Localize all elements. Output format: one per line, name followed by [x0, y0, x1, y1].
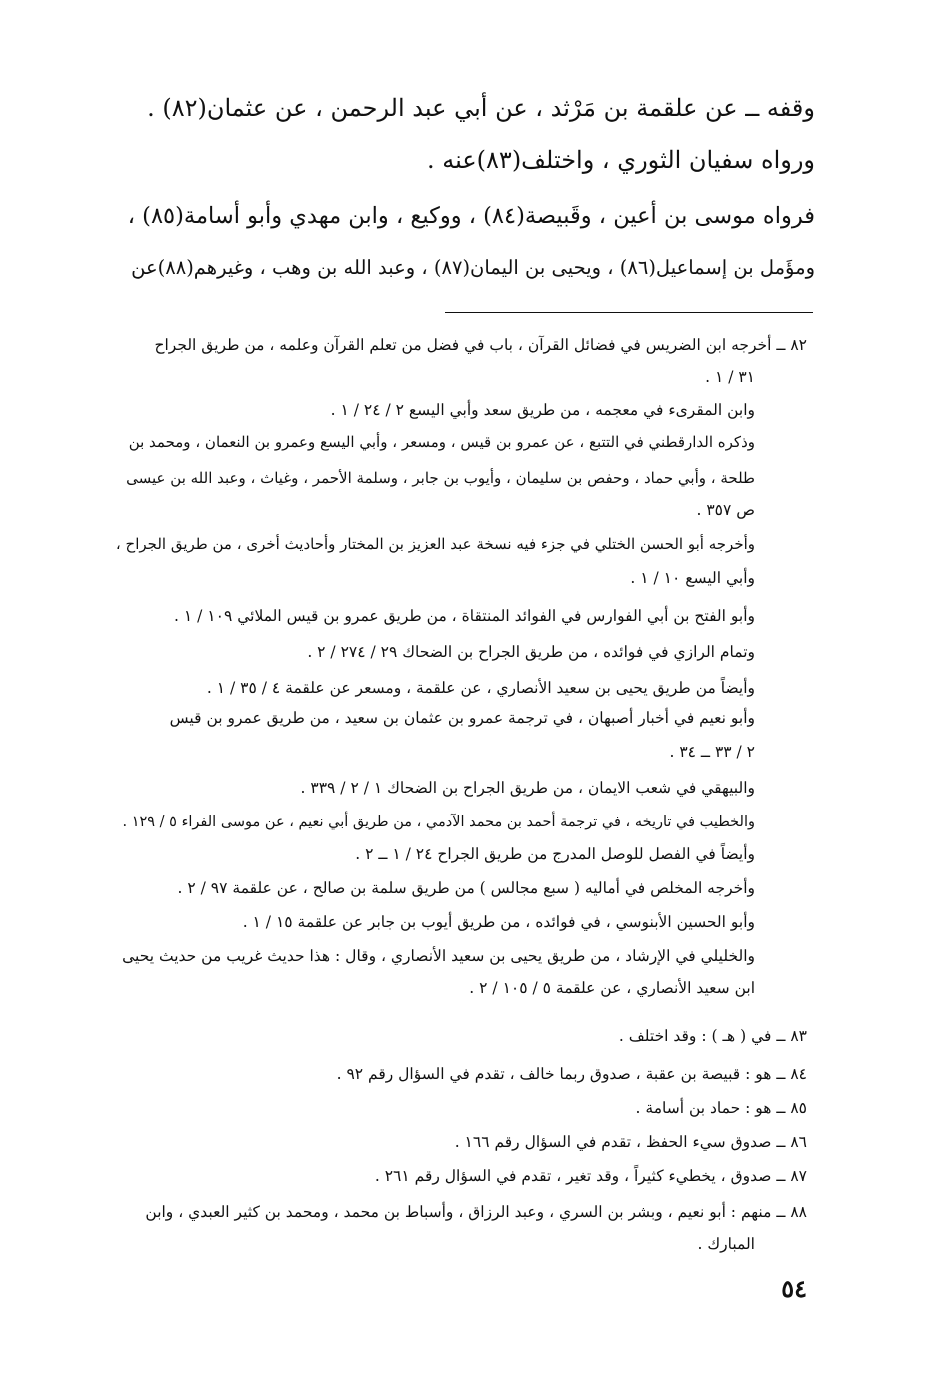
footnote-82-line-7: وأخرجه أبو الحسن الختلي في جزء فيه نسخة عبد العزيز بن المختار وأحاديث أخرى ، من طريق الجراح ، — [115, 535, 755, 553]
footnote-82-line-4: وذكره الدارقطني في التتبع ، عن عمرو بن قيس ، ومسعر ، وأبي اليسع وعمرو بن النعمان ، ومحمد بن — [128, 433, 755, 451]
footnote-85: ٨٥ ــ هو : حماد بن أسامة . — [635, 1099, 807, 1117]
footnote-88-line-2: المبارك . — [697, 1235, 755, 1253]
footnote-82-line-14: والبيهقي في شعب الايمان ، من طريق الجراح بن الضحاك ١ / ٢ / ٣٣٩ . — [300, 779, 755, 797]
footnote-82-line-6: ص ٣٥٧ . — [696, 501, 755, 519]
footnote-82-line-2: ٣١ / ١ . — [705, 368, 755, 386]
footnote-86: ٨٦ ــ صدوق سيء الحفظ ، تقدم في السؤال رقم ١٦٦ . — [454, 1133, 807, 1151]
main-text-line-3: فرواه موسى بن أعين ، وقَبيصة(٨٤) ، ووكيع ، وابن مهدي وأبو أسامة(٨٥) ، — [127, 203, 815, 229]
footnote-82-line-10: وتمام الرازي في فوائده ، من طريق الجراح بن الضحاك ٢٩ / ٢٧٤ / ٢ . — [307, 643, 755, 661]
footnote-82-line-12: وأبو نعيم في أخبار أصبهان ، في ترجمة عمرو بن عثمان بن سعيد ، من طريق عمرو بن قيس — [169, 709, 755, 727]
footnote-82-line-19: والخليلي في الإرشاد ، من طريق يحيى بن سعيد الأنصاري ، وقال : هذا حديث غريب من حديث يحيى — [122, 947, 755, 965]
footnote-82-line-3: وابن المقرىء في معجمه ، من طريق سعد وأبي اليسع ٢ / ٢٤ / ١ . — [330, 401, 755, 419]
footnote-82-line-5: طلحة ، وأبي حماد ، وحفص بن سليمان ، وأيوب بن جابر ، وسلمة الأحمر ، وغياث ، وعبد الله بن عيسى — [126, 469, 755, 487]
footnote-divider — [445, 312, 813, 313]
footnote-82-line-17: وأخرجه المخلص في أماليه ( سبع مجالس ) من طريق سلمة بن صالح ، عن علقمة ٩٧ / ٢ . — [177, 879, 755, 897]
footnote-82-line-1: ٨٢ ــ أخرجه ابن الضريس في فضائل القرآن ، باب في فضل من تعلم القرآن وعلمه ، من طريق الجراح — [154, 336, 807, 354]
footnote-82-line-11: وأيضاً من طريق يحيى بن سعيد الأنصاري ، عن علقمة ، ومسعر عن علقمة ٤ / ٣٥ / ١ . — [206, 679, 755, 697]
footnote-82-line-9: وأبو الفتح بن أبي الفوارس في الفوائد المنتقاة ، من طريق عمرو بن قيس الملائي ١٠٩ / ١ . — [174, 607, 755, 625]
footnote-88-line-1: ٨٨ ــ منهم : أبو نعيم ، وبشر بن السري ، وعبد الرزاق ، وأسباط بن محمد ، ومحمد بن كثير العبدي ، وابن — [145, 1203, 807, 1221]
footnote-82-line-15: والخطيب في تاريخه ، في ترجمة أحمد بن محمد الآدمي ، من طريق أبي نعيم ، عن موسى الفراء ٥ / ١٢٩ . — [122, 814, 755, 830]
footnote-82-line-16: وأيضاً في الفصل للوصل المدرج من طريق الجراح ٢٤ / ١ ــ ٢ . — [355, 845, 755, 863]
footnote-82-line-13: ٢ / ٣٣ ــ ٣٤ . — [669, 743, 755, 761]
page-number: ٥٤ — [781, 1274, 807, 1303]
footnote-84: ٨٤ ــ هو : قبيصة بن عقبة ، صدوق ربما خالف ، تقدم في السؤال رقم ٩٢ . — [336, 1065, 807, 1083]
footnote-87: ٨٧ ــ صدوق ، يخطيء كثيراً ، وقد تغير ، تقدم في السؤال رقم ٢٦١ . — [374, 1167, 807, 1185]
footnote-83: ٨٣ ــ في ( هـ ) : وقد اختلف . — [618, 1027, 807, 1045]
footnote-82-line-20: ابن سعيد الأنصاري ، عن علقمة ٥ / ١٠٥ / ٢ . — [469, 979, 755, 997]
main-text-line-4: ومؤَمل بن إسماعيل(٨٦) ، ويحيى بن اليمان(٨٧) ، وعبد الله بن وهب ، وغيرهم(٨٨)عن — [131, 256, 815, 279]
main-text-line-1: وقفه ــ عن علقمة بن مَرْثد ، عن أبي عبد الرحمن ، عن عثمان(٨٢) . — [147, 94, 815, 122]
footnote-82-line-8: وأبي اليسع ١٠ / ١ . — [630, 569, 755, 587]
main-text-line-2: ورواه سفيان الثوري ، واختلف(٨٣)عنه . — [426, 146, 815, 174]
footnote-82-line-18: وأبو الحسين الأبنوسي ، في فوائده ، من طريق أيوب بن جابر عن علقمة ١٥ / ١ . — [242, 913, 755, 931]
